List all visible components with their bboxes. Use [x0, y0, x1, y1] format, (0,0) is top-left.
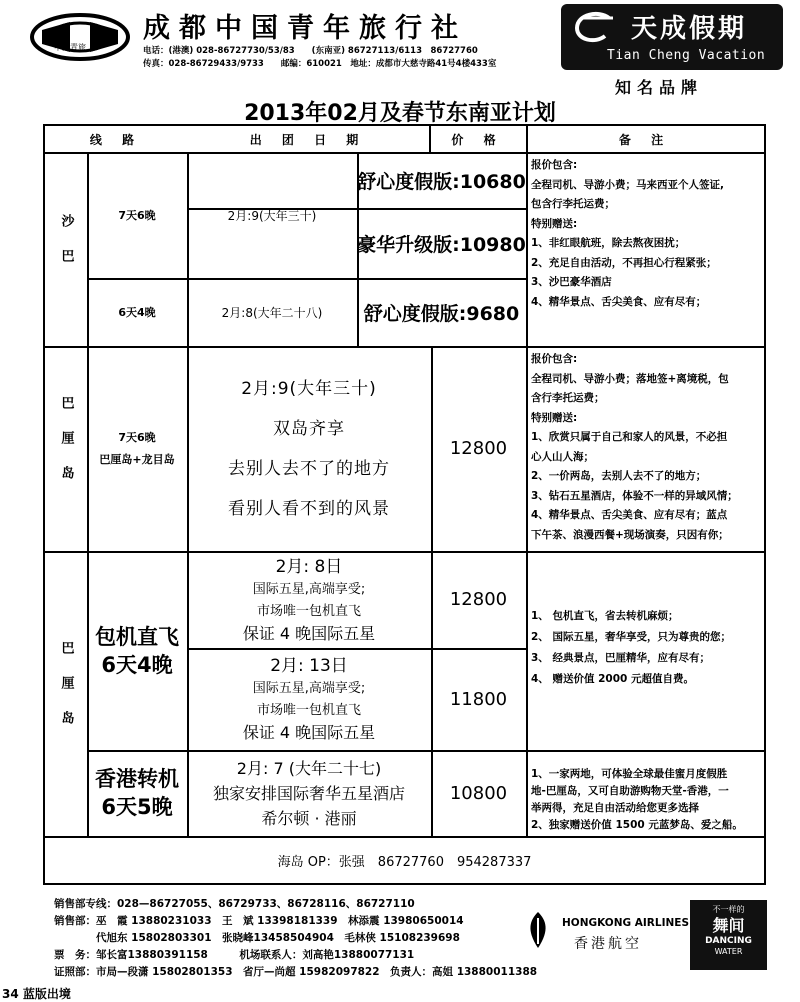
- hk-transfer-title: [87, 750, 187, 836]
- note-line: 3、沙巴豪华酒店: [531, 276, 612, 288]
- airline-name-cn: 香港航空: [574, 936, 642, 952]
- header-route: 线 路: [89, 132, 143, 147]
- hk-title-line: 6天5晚: [101, 795, 173, 819]
- bali-notes: [531, 350, 763, 545]
- logo-caption: 中国青旅: [54, 43, 86, 52]
- note-line: 举两得，充足自由活动给您更多选择: [531, 802, 699, 814]
- hk-line: 2月: 7 (大年二十七): [236, 758, 382, 778]
- sabah-date-1: 2月:9(大年三十): [227, 208, 317, 223]
- bali-line: 双岛齐享: [273, 418, 345, 439]
- charter-line: 保证 4 晚国际五星: [242, 623, 376, 643]
- bali-islands: 巴厘岛+龙目岛: [99, 452, 175, 466]
- agency-name: 成都中国青年旅行社: [143, 13, 467, 44]
- page-title: 2013年02月及春节东南亚计划: [244, 101, 556, 126]
- charter-line: 保证 4 晚国际五星: [242, 723, 376, 742]
- note-line: 1、欣赏只属于自己和家人的风景，不必担: [531, 431, 728, 443]
- bali-line: 2月:9(大年三十): [241, 378, 377, 399]
- note-line: 4、 赠送价值 2000 元超值自费。: [531, 673, 694, 685]
- sabah-notes: [531, 156, 763, 312]
- note-line: 下午茶、浪漫西餐+现场演奏，只因有你；: [531, 528, 729, 541]
- bali-price: 12800: [449, 438, 508, 459]
- brand-name-cn: 天成假期: [631, 14, 748, 44]
- note-line: 2、一价两岛，去别人去不了的地方；: [531, 470, 707, 482]
- note-line: 2、 国际五星，奢华享受，只为尊贵的您；: [531, 631, 731, 643]
- note-line: 包含行李托运费；: [531, 198, 615, 210]
- charter-line: 市场唯一包机直飞: [256, 703, 361, 718]
- hk-line: 独家安排国际奢华五星酒店: [212, 783, 405, 803]
- region-bali: 巴厘岛: [58, 396, 74, 501]
- footer-line: 销售部：巫 霞 13880231033 王 斌 13398181339 林添震 13980650014: [54, 915, 464, 927]
- note-line: 心人山人海；: [531, 450, 594, 463]
- brand-swirl-icon: [569, 10, 619, 48]
- sabah-date-2: 2月:8(大年二十八): [221, 305, 323, 320]
- charter-date: 2月: 8日: [275, 556, 343, 577]
- charter-notes: [531, 606, 763, 690]
- charter-date-1: [187, 551, 431, 648]
- dancing-en: DANCING: [705, 936, 752, 946]
- hk-notes: [531, 766, 763, 834]
- bali-line: 去别人去不了的地方: [228, 458, 390, 479]
- brand-tagline: 知名品牌: [615, 78, 704, 97]
- note-line: 3、钻石五星酒店，体验不一样的异域风情；: [531, 489, 738, 502]
- hk-price: 10800: [449, 782, 508, 804]
- hk-line: 希尔顿 · 港丽: [261, 808, 357, 828]
- fax-address-line: 传真：028-86729433/9733 邮编：610021 地址：成都市大慈寺路41号4楼433室: [143, 59, 497, 69]
- op-contact-line: 海岛 OP：张强 86727760 954287337: [277, 855, 532, 870]
- dancing-top: 不一样的: [712, 905, 745, 914]
- header-price: 价 格: [451, 132, 504, 147]
- note-line: 特别赠送:: [531, 217, 578, 230]
- charter-date-2: [187, 648, 431, 750]
- charter-price-1: 12800: [449, 589, 508, 610]
- footer-line: 代旭东 15802803301 张晓峰13458504904 毛林侠 15108239698: [54, 932, 460, 944]
- dancing-cn: 舞间: [712, 916, 745, 935]
- charter-title: [87, 551, 187, 750]
- sabah-price-comfort: 舒心度假版:10680: [357, 170, 526, 193]
- charter-date: 2月: 13日: [270, 656, 348, 676]
- dancing-water-logo: [690, 900, 767, 970]
- charter-price-2: 11800: [449, 688, 508, 710]
- header-date: 出 团 日 期: [249, 132, 367, 147]
- bali-days: 7天6晚: [118, 430, 156, 444]
- brand-logo-box: [561, 4, 783, 70]
- charter-title-line: 包机直飞: [95, 624, 179, 649]
- note-line: 报价包含:: [531, 159, 578, 171]
- charter-title-line: 6天4晚: [101, 652, 173, 677]
- sabah-7d6n: 7天6晚: [118, 209, 156, 222]
- region-sabah: 沙巴: [58, 214, 74, 284]
- bali-route-cell: [87, 346, 187, 551]
- note-line: 全程司机、导游小费；马来西亚个人签证,: [531, 178, 724, 191]
- note-line: 4、精华景点、舌尖美食、应有尽有；蓝点: [531, 509, 728, 521]
- sabah-price-deluxe: 豪华升级版:10980: [357, 233, 526, 256]
- note-line: 4、精华景点、舌尖美食、应有尽有；: [531, 295, 707, 308]
- schedule-table: [43, 124, 766, 885]
- hk-title-line: 香港转机: [95, 767, 179, 791]
- brand-name-en: Tian Cheng Vacation: [607, 48, 766, 63]
- dancing-en: WATER: [714, 947, 743, 956]
- cyts-logo: [30, 12, 130, 62]
- footer-line: 证照部：市局—段潇 15802801353 省厅—尚超 15982097822 负责人：高姐 13880011388: [54, 966, 538, 978]
- bali-line: 看别人看不到的风景: [228, 498, 390, 519]
- note-line: 3、 经典景点，巴厘精华，应有尽有；: [531, 652, 710, 664]
- note-line: 报价包含:: [531, 353, 578, 365]
- header-notes: 备 注: [618, 132, 672, 147]
- page-label: 34 蓝版出境: [2, 987, 71, 1001]
- note-line: 1、非红眼航班，除去熬夜困扰；: [531, 237, 686, 249]
- charter-line: 国际五星,高端享受;: [252, 681, 366, 696]
- phone-line: 电话：(港澳) 028-86727730/53/83 (东南亚) 86727113/6113 86727760: [143, 46, 478, 56]
- note-line: 2、独家赠送价值 1500 元蓝梦岛、爱之船。: [531, 819, 743, 831]
- charter-line: 市场唯一包机直飞: [256, 603, 361, 619]
- hk-transfer-details: [187, 750, 431, 836]
- bali-highlights: [187, 346, 431, 551]
- note-line: 含行李托运费；: [531, 392, 605, 404]
- note-line: 特别赠送:: [531, 411, 578, 424]
- hongkong-airlines-icon: [522, 910, 554, 950]
- footer-line: 销售部专线：028—86727055、86729733、86728116、86727110: [54, 898, 415, 910]
- footer-line: 票 务：邹长富13880391158 机场联系人：刘高艳13880077131: [54, 949, 415, 961]
- note-line: 全程司机、导游小费；落地签+离境税，包: [531, 372, 729, 385]
- note-line: 1、一家两地，可体验全球最佳蜜月度假胜: [531, 768, 728, 780]
- charter-line: 国际五星,高端享受;: [252, 581, 366, 597]
- note-line: 2、充足自由活动，不再担心行程紧张；: [531, 256, 717, 269]
- region-bali-2: 巴厘岛: [58, 641, 74, 746]
- sabah-price-row2: 舒心度假版:9680: [363, 302, 520, 325]
- note-line: 地-巴厘岛，又可自助游购物天堂-香港，一: [531, 785, 729, 797]
- note-line: 1、 包机直飞，省去转机麻烦；: [531, 610, 679, 622]
- sabah-6d4n: 6天4晚: [118, 306, 156, 319]
- airline-name-en: HONGKONG AIRLINES: [562, 917, 690, 929]
